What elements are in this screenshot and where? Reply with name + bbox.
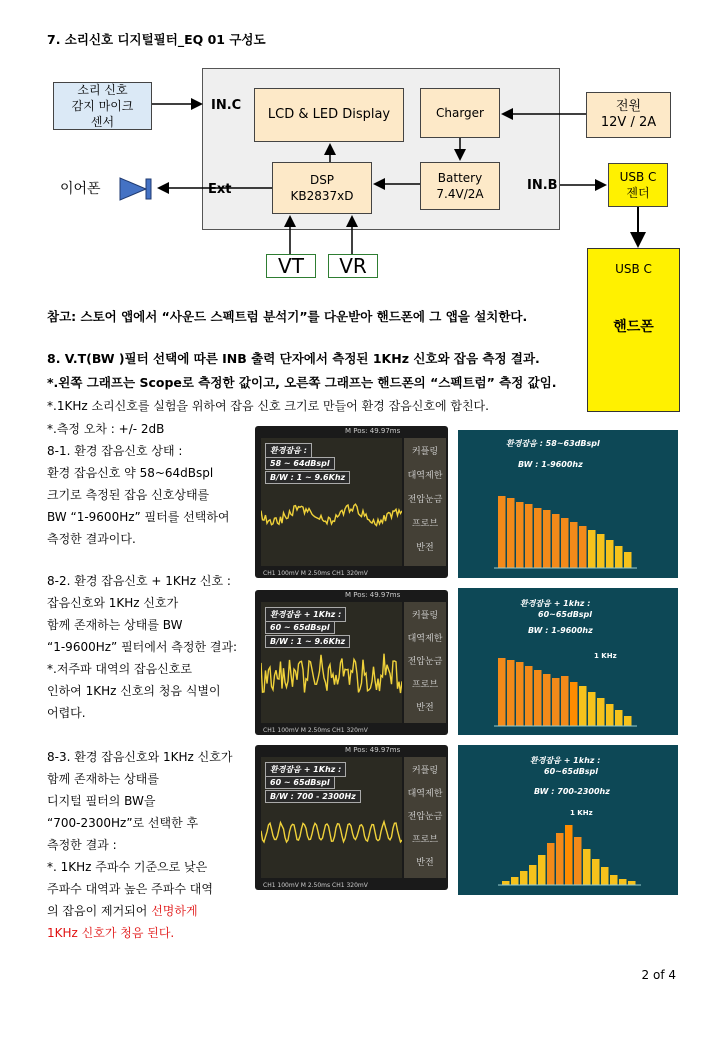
spectrum-bar — [547, 843, 555, 885]
case-line — [47, 900, 232, 922]
scope-badge: B/W : 1 ~ 9.6Khz — [265, 635, 350, 648]
spectrum-bar — [579, 686, 587, 726]
spectrum-bar — [561, 676, 569, 726]
section8-line2: *.측정 오차 : +/- 2dB — [47, 422, 165, 436]
spectrum-bar — [597, 698, 605, 726]
earphone-label: 이어폰 — [60, 181, 101, 197]
spectrum-bar — [516, 662, 524, 726]
spectrum-label: BW : 1-9600hz — [528, 626, 593, 635]
battery-line: Battery — [437, 171, 483, 185]
case-line: 어렵다. — [47, 706, 86, 720]
case2-text — [47, 570, 237, 724]
spectrum-bar — [534, 508, 542, 568]
spectrum-label: 환경잡음 : 58~63dBspl — [506, 439, 600, 448]
spectrum-bar — [520, 871, 528, 885]
spectrum-image-2 — [458, 588, 678, 735]
scope-badge: 60 ~ 65dBspl — [265, 621, 335, 634]
case-line: *.저주파 대역의 잡음신호로 — [47, 662, 192, 676]
spectrum-image-3 — [458, 745, 678, 895]
section8-line1: *.1KHz 소리신호를 실험을 위하여 잡음 신호 크기로 만들어 환경 잡음신호에 합친다. — [47, 399, 489, 413]
dsp-line: DSP — [309, 173, 335, 187]
spectrum-label: BW : 1-9600hz — [518, 460, 583, 469]
scope-side-label: 전압눈금 — [407, 657, 443, 667]
scope-sidebar — [404, 757, 446, 878]
spectrum-marker-label: 1 KHz — [570, 809, 593, 817]
scope-image-1 — [255, 426, 448, 578]
spectrum-bar — [583, 849, 591, 885]
vr-box: VR — [328, 254, 378, 278]
scope-side-label: 프로브 — [411, 680, 439, 690]
scope-badge: B/W : 700 - 2300Hz — [265, 790, 361, 803]
mic-line: 센서 — [90, 115, 115, 129]
spectrum-label: BW : 700-2300hz — [534, 787, 610, 796]
spectrum-bar — [565, 825, 573, 885]
scope-bottom-text: CH1 100mV M 2.50ms CH1 320mV — [263, 570, 368, 577]
spectrum-bars-1 — [458, 430, 678, 578]
scope-side-label: 커플링 — [411, 766, 439, 776]
spectrum-bar — [525, 666, 533, 726]
spectrum-bar — [574, 837, 582, 885]
case-line: 주파수 대역과 높은 주파수 대역 — [47, 882, 213, 896]
lcd-box: LCD & LED Display — [254, 88, 404, 142]
scope-badge: B/W : 1 ~ 9.6Khz — [265, 471, 350, 484]
phone-label: 핸드폰 — [613, 319, 654, 335]
spectrum-bar — [610, 875, 618, 885]
case-line: 함께 존재하는 상태를 — [47, 772, 159, 786]
case-line: 8-1. 환경 잡음신호 상태 : — [47, 444, 183, 458]
page-number: 2 of 4 — [641, 968, 676, 982]
case-line: BW “1-9600Hz” 필터를 선택하여 — [47, 510, 230, 524]
case-line: 8-2. 환경 잡음신호 + 1KHz 신호 : — [47, 574, 231, 588]
spectrum-bar — [619, 879, 627, 885]
spectrum-bar — [552, 514, 560, 568]
spectrum-bar — [543, 674, 551, 726]
spectrum-bars-2 — [458, 588, 678, 735]
case-line: 잡음신호와 1KHz 신호가 — [47, 596, 179, 610]
case-line: 함께 존재하는 상태를 BW — [47, 618, 183, 632]
case-line: 크기로 측정된 잡음 신호상태를 — [47, 488, 210, 502]
earphone-icon — [120, 178, 151, 200]
scope-side-label: 커플링 — [411, 447, 439, 457]
spectrum-bar — [588, 530, 596, 568]
spectrum-label: 환경잡음 + 1khz : — [520, 599, 591, 608]
note-text: 참고: 스토어 앱에서 “사운드 스펙트럼 분석기”를 다운받아 핸드폰에 그 앱을 설치한다. — [47, 309, 528, 324]
spectrum-bar — [516, 502, 524, 568]
spectrum-bar — [615, 546, 623, 568]
scope-badge: 환경잡음 + 1Khz : — [265, 607, 346, 622]
scope-side-label: 전압눈금 — [407, 812, 443, 822]
mic-line: 소리 신호 — [77, 83, 128, 97]
spectrum-bar — [606, 540, 614, 568]
spectrum-bar — [597, 534, 605, 568]
spectrum-bar — [588, 692, 596, 726]
dsp-line: KB2837xD — [290, 189, 354, 203]
case-line: 인하여 1KHz 신호의 청음 식별이 — [47, 684, 221, 698]
inb-label: IN.B — [527, 178, 558, 193]
case-line: 환경 잡음신호 약 58~64dBspl — [47, 466, 214, 480]
phone-usb-label: USB C — [615, 262, 652, 276]
scope-side-label: 전압눈금 — [407, 495, 443, 505]
inc-label: IN.C — [211, 98, 242, 113]
case-line: 측정한 결과 : — [47, 838, 117, 852]
scope-badge: 60 ~ 65dBspl — [265, 776, 335, 789]
spectrum-bar — [538, 855, 546, 885]
section7-title: 7. 소리신호 디지털필터_EQ 01 구성도 — [47, 32, 266, 47]
spectrum-bar — [529, 865, 537, 885]
scope-bottom-text: CH1 100mV M 2.50ms CH1 320mV — [263, 882, 368, 889]
spectrum-bar — [570, 522, 578, 568]
scope-top-text: M Pos: 49.97ms — [345, 746, 401, 754]
spectrum-bar — [507, 498, 515, 568]
spectrum-bar — [624, 716, 632, 726]
usb-gender-line: USB C — [619, 170, 657, 184]
spectrum-bar — [570, 682, 578, 726]
charger-box: Charger — [420, 88, 500, 138]
spectrum-bar — [543, 510, 551, 568]
scope-side-label: 커플링 — [411, 611, 439, 621]
scope-badge: 환경잡음 + 1Khz : — [265, 762, 346, 777]
spectrum-bar — [534, 670, 542, 726]
scope-top-text: M Pos: 49.97ms — [345, 591, 401, 599]
spectrum-bar — [579, 526, 587, 568]
spectrum-bars-3 — [458, 745, 678, 895]
case-line: *. 1KHz 주파수 기준으로 낮은 — [47, 860, 208, 874]
scope-badge: 58 ~ 64dBspl — [265, 457, 335, 470]
scope-side-label: 프로브 — [411, 835, 439, 845]
spectrum-bar — [628, 881, 636, 885]
spectrum-bar — [498, 658, 506, 726]
scope-side-label: 반전 — [416, 543, 434, 553]
scope-image-3 — [255, 745, 448, 890]
case3-text — [47, 746, 232, 944]
spectrum-bar — [511, 877, 519, 885]
scope-side-label: 프로브 — [411, 519, 439, 529]
spectrum-bar — [552, 678, 560, 726]
scope-image-2 — [255, 590, 448, 735]
scope-side-label: 반전 — [416, 858, 434, 868]
usb-gender-line: 젠더 — [626, 186, 650, 200]
spectrum-label: 60~65dBspl — [538, 610, 593, 619]
scope-sidebar — [404, 438, 446, 566]
case1-text — [47, 440, 230, 550]
spectrum-bar — [498, 496, 506, 568]
spectrum-bar — [525, 504, 533, 568]
case-line: “1-9600Hz” 필터에서 측정한 결과: — [47, 640, 238, 654]
scope-side-label: 대역제한 — [407, 789, 443, 799]
case-line: 측정한 결과이다. — [47, 532, 136, 546]
scope-side-label: 대역제한 — [407, 634, 443, 644]
spectrum-bar — [601, 867, 609, 885]
section8-title: 8. V.T(BW )필터 선택에 따른 INB 출력 단자에서 측정된 1KHz 신호와 잡음 측정 결과. — [47, 351, 540, 366]
spectrum-bar — [556, 833, 564, 885]
vt-box: VT — [266, 254, 316, 278]
scope-bottom-text: CH1 100mV M 2.50ms CH1 320mV — [263, 727, 368, 734]
spectrum-bar — [592, 859, 600, 885]
scope-top-text: M Pos: 49.97ms — [345, 427, 401, 435]
spectrum-marker-label: 1 KHz — [594, 652, 617, 660]
mic-line: 감지 마이크 — [71, 99, 134, 113]
scope-side-label: 대역제한 — [407, 471, 443, 481]
highlight-text: 1KHz 신호가 청음 된다. — [47, 926, 175, 940]
case-line: 디지털 필터의 BW을 — [47, 794, 156, 808]
power-line: 전원 — [615, 99, 642, 114]
case-line: “700-2300Hz”로 선택한 후 — [47, 816, 199, 830]
scope-side-label: 반전 — [416, 703, 434, 713]
spectrum-bar — [561, 518, 569, 568]
highlight-text: 선명하게 — [151, 904, 198, 918]
power-line: 12V / 2A — [600, 115, 657, 130]
spectrum-bar — [624, 552, 632, 568]
scope-sidebar — [404, 602, 446, 723]
scope-badge: 환경잡음 : — [265, 443, 312, 458]
spectrum-label: 환경잡음 + 1khz : — [530, 756, 601, 765]
ext-label: Ext — [208, 182, 232, 197]
case-line-text: 의 잡음이 제거되어 — [47, 904, 152, 918]
spectrum-bar — [606, 704, 614, 726]
spectrum-bar — [615, 710, 623, 726]
spectrum-bar — [507, 660, 515, 726]
section8-subtitle: *.왼쪽 그래프는 Scope로 측정한 값이고, 오른쪽 그래프는 핸드폰의 “스펙트럼” 측정 값임. — [47, 375, 557, 390]
case-line: 8-3. 환경 잡음신호와 1KHz 신호가 — [47, 750, 233, 764]
battery-line: 7.4V/2A — [436, 187, 484, 201]
spectrum-label: 60~65dBspl — [544, 767, 599, 776]
spectrum-bar — [502, 881, 510, 885]
spectrum-image-1 — [458, 430, 678, 578]
